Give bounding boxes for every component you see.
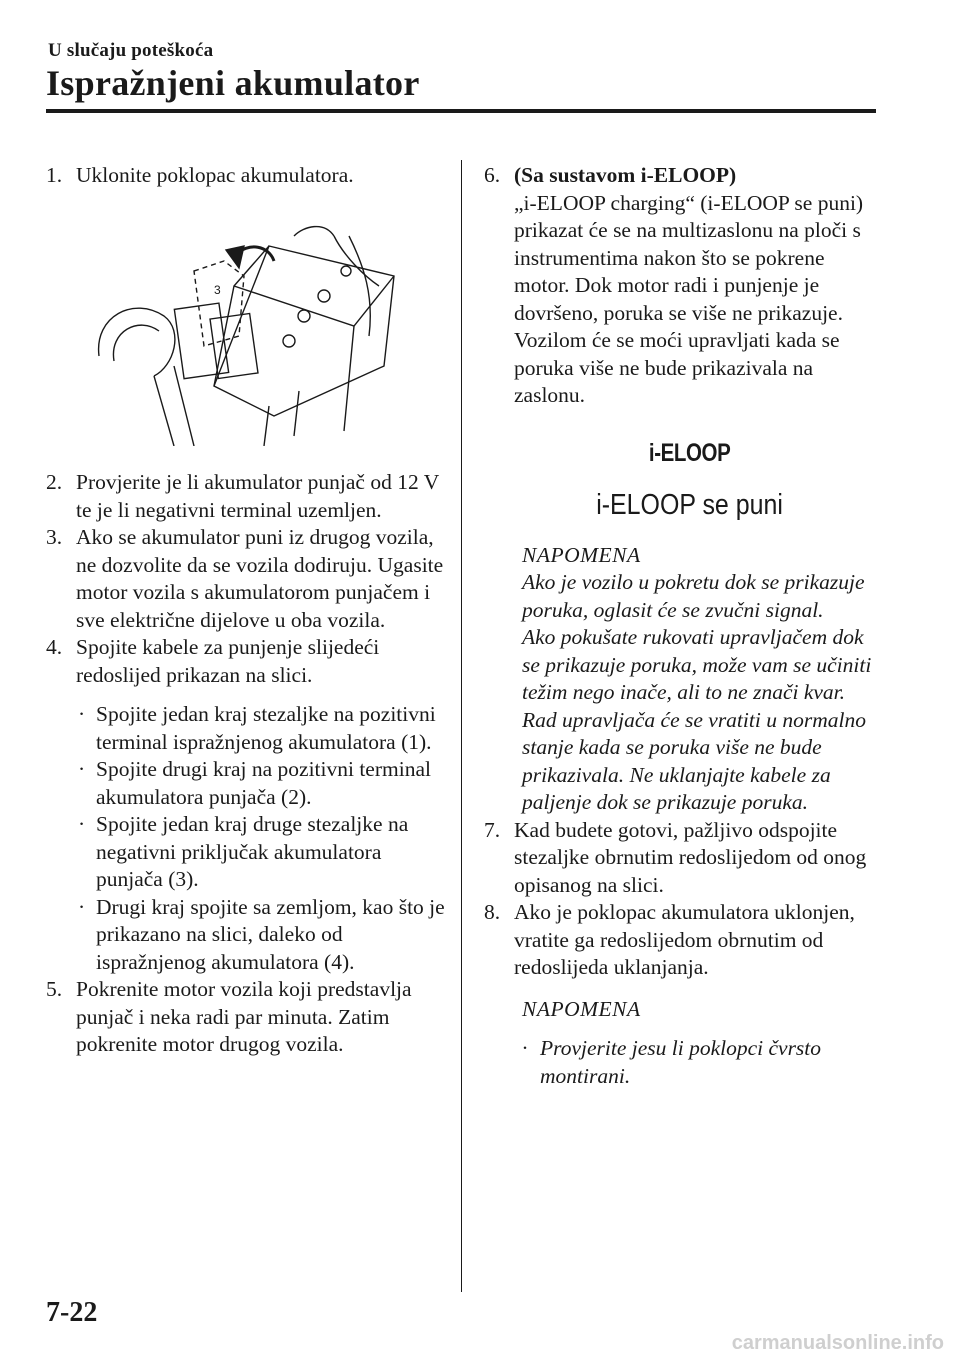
step-text: Ako se akumulator puni iz drugog vozila, ne dozvolite da se vozila dodiruju. Ugasite motor vozila s akumulatorom punjačem i sve električne dijelove u oba vozila. — [76, 525, 444, 632]
step-text: Uklonite poklopac akumulatora. — [76, 163, 354, 187]
step-3 — [46, 524, 446, 634]
note-paragraph: Ako je vozilo u pokretu dok se prikazuje poruka, oglasit će se zvučni signal. — [522, 570, 865, 622]
step-4 — [46, 634, 446, 689]
list-item: · Spojite jedan kraj druge stezaljke na negativni priključak akumulatora punjača (3). — [78, 812, 409, 891]
step-2 — [46, 469, 446, 524]
display-message: i-ELOOP se puni — [596, 489, 784, 521]
step-7 — [484, 817, 884, 900]
section-label: U slučaju poteškoća — [48, 40, 214, 61]
step-number: 4. — [46, 635, 63, 659]
bullet-icon: · — [78, 812, 86, 836]
step-4-bullets — [46, 701, 446, 976]
step-number: 3. — [46, 525, 63, 549]
list-item: · Spojite drugi kraj na pozitivni terminal akumulatora punjača (2). — [78, 757, 431, 809]
step-text: Pokrenite motor vozila koji predstavlja punjač i neka radi par minuta. Zatim pokrenite motor drugog vozila. — [76, 977, 412, 1056]
list-item: · Provjerite jesu li poklopci čvrsto montirani. — [522, 1036, 822, 1088]
column-divider — [461, 160, 462, 1292]
step-text: Kad budete gotovi, pažljivo odspojite stezaljke obrnutim redoslijedom od onog opisanog na slici. — [514, 817, 867, 897]
watermark: carmanualsonline.info — [731, 1332, 944, 1354]
i-eloop-logo: i-ELOOP — [649, 438, 731, 467]
note-paragraph: Ako pokušate rukovati upravljačem dok se prikazuje poruka, može vam se učiniti težim nego inače, ali to ne znači kvar. Rad upravljača će se vratiti u normalno stanje kada se poruka više ne bude prikazivala. Ne uklanjajte kabele za paljenje dok se prikazuje poruka. — [522, 625, 872, 814]
bullet-icon: · — [78, 757, 86, 781]
list-item: · Spojite jedan kraj stezaljke na pozitivni terminal ispražnjenog akumulatora (1). — [78, 702, 436, 754]
note-heading: NAPOMENA — [522, 996, 641, 1021]
page-number: 7-22 — [46, 1297, 98, 1328]
note-2 — [484, 996, 884, 1091]
step-1 — [46, 162, 446, 190]
note-1 — [484, 542, 884, 817]
page-title: Ispražnjeni akumulator — [46, 63, 420, 103]
note-heading: NAPOMENA — [522, 542, 641, 567]
step-number: 7. — [484, 817, 501, 842]
step-number: 1. — [46, 163, 63, 187]
step-number: 6. — [484, 163, 501, 187]
multi-display-screen — [520, 440, 860, 522]
step-number: 2. — [46, 470, 63, 494]
step-text: Provjerite je li akumulator punjač od 12 V te je li negativni terminal uzemljen. — [76, 470, 439, 522]
list-item: · Drugi kraj spojite sa zemljom, kao što je prikazano na slici, daleko od ispražnjenog akumulatora (4). — [78, 894, 445, 974]
bullet-icon: · — [78, 702, 86, 726]
bullet-icon: · — [78, 894, 86, 919]
step-5 — [46, 976, 446, 1059]
left-column — [46, 162, 446, 1059]
step-number: 5. — [46, 977, 63, 1001]
step-number: 8. — [484, 900, 501, 924]
battery-cover-illustration — [94, 216, 414, 446]
step-text: Ako je poklopac akumulatora uklonjen, vratite ga redoslijedom obrnutim od redoslijeda uklanjanja. — [514, 900, 855, 979]
step-text: Spojite kabele za punjenje slijedeći redoslijed prikazan na slici. — [76, 635, 380, 687]
title-rule — [46, 109, 876, 113]
step-8 — [484, 899, 884, 982]
step-text: „i-ELOOP charging“ (i-ELOOP se puni) prikazat će se na multizaslonu na ploči s instrumentima nakon što se pokrene motor. Dok motor radi i punjenje je dovršeno, poruka se više ne prikazuje. Vozilom će se moći upravljati kada se poruka više ne bude prikazivala na zaslonu. — [514, 190, 864, 407]
step-heading: (Sa sustavom i-ELOOP) — [514, 163, 737, 187]
step-6 — [484, 162, 884, 410]
bullet-icon: · — [522, 1036, 528, 1060]
figure-label: 3 — [214, 282, 221, 297]
right-column — [484, 162, 884, 1090]
